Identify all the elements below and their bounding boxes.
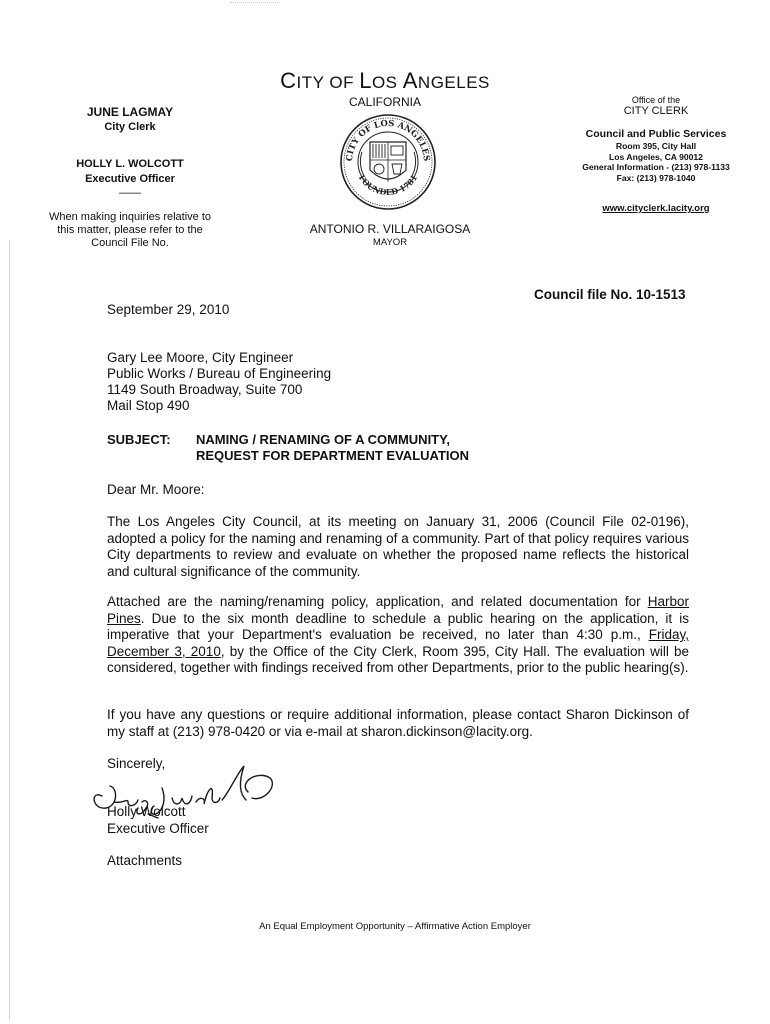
attachments-label: Attachments — [107, 853, 183, 868]
separator-dash: —— — [119, 187, 141, 199]
council-file-number: Council file No. 10-1513 — [534, 287, 686, 302]
subject-text: NAMING / RENAMING OF A COMMUNITY, REQUEST FOR DEPARTMENT EVALUATION — [196, 432, 469, 463]
division-name: Council and Public Services — [585, 128, 727, 140]
signer-name: Holly Wolcott — [107, 804, 186, 819]
footer-eeo: An Equal Employment Opportunity – Affirmative Action Employer — [259, 921, 531, 932]
inquiry-note: When making inquiries relative to this matter, please refer to the Council File No. — [48, 211, 212, 249]
clerk-title: City Clerk — [104, 121, 156, 133]
officer-title: Executive Officer — [85, 173, 175, 185]
scan-artifact — [230, 2, 280, 7]
clerk-name: JUNE LAGMAY — [86, 105, 174, 119]
signer-block — [107, 803, 209, 837]
recipient-address: Gary Lee Moore, City Engineer Public Works / Bureau of Engineering 1149 South Broadway, Suite 700 Mail Stop 490 — [107, 350, 332, 413]
city-title: CITY OF LOS ANGELES — [280, 68, 490, 93]
city-seal-icon — [338, 112, 438, 212]
svg-text:CITY OF LOS ANGELES: CITY OF LOS ANGELES — [344, 118, 432, 162]
website-link[interactable]: www.cityclerk.lacity.org — [602, 203, 710, 214]
office-address: Room 395, City Hall Los Angeles, CA 90012 General Information - (213) 978-1133 Fax: (213) 978-1040 — [582, 141, 730, 183]
svg-text:FOUNDED 1781: FOUNDED 1781 — [356, 172, 420, 198]
office-name: CITY CLERK — [623, 105, 689, 117]
letter-date: September 29, 2010 — [107, 302, 230, 317]
mayor-title: MAYOR — [372, 237, 408, 248]
officer-name: HOLLY L. WOLCOTT — [76, 158, 184, 170]
subject-label: SUBJECT: — [107, 432, 171, 447]
closing: Sincerely, — [107, 756, 166, 771]
salutation: Dear Mr. Moore: — [107, 482, 205, 497]
paragraph-1: The Los Angeles City Council, at its meeting on January 31, 2006 (Council File 02-0196), adopted a policy for the naming and renaming of a community. Part of that policy requires various City departments to review and evaluate on whether the proposed name reflects the historical and cultural significance of the community. — [107, 514, 689, 579]
city-seal — [338, 112, 438, 212]
office-of: Office of the — [631, 95, 681, 105]
mayor-block — [300, 222, 480, 248]
paragraph-3: If you have any questions or require additional information, please contact Sharon Dickinson of my staff at (213) 978-0420 or via e-mail at sharon.dickinson@lacity.org. — [107, 707, 689, 739]
signer-title: Executive Officer — [107, 821, 209, 836]
mayor-name: ANTONIO R. VILLARAIGOSA — [309, 222, 471, 236]
scan-edge-line — [9, 240, 10, 1020]
paragraph-2: Attached are the naming/renaming policy, application, and related documentation for Harbor Pines. Due to the six month deadline to schedule a public hearing on the application, it is imperative that your Department's evaluation be received, no later than 4:30 p.m., Friday, December 3, 2010, by the Office of the City Clerk, Room 395, City Hall. The evaluation will be considered, together with findings received from other Departments, prior to the public hearing(s). — [107, 594, 689, 675]
state-name: CALIFORNIA — [348, 95, 421, 109]
